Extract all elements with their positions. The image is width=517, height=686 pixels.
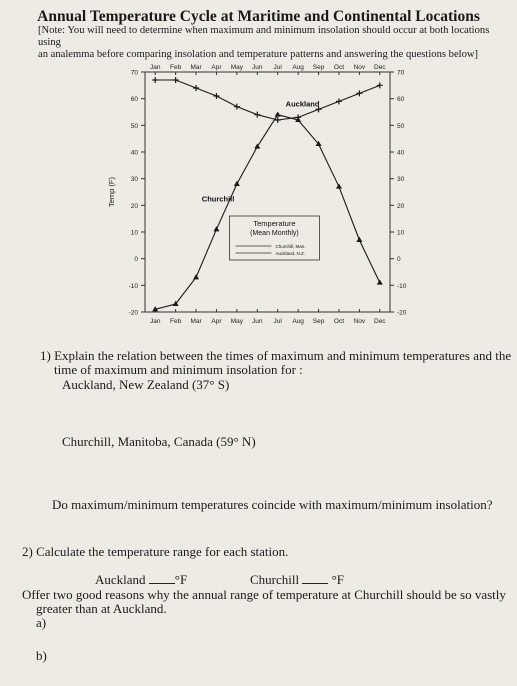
y-tick-label-right: 20 xyxy=(397,202,405,210)
data-point-churchill xyxy=(234,181,240,186)
x-tick-label-bottom: Nov xyxy=(353,318,366,325)
range-auckland-blank[interactable] xyxy=(149,573,175,584)
y-tick-label-left: 30 xyxy=(130,176,138,184)
y-tick-label-right: 30 xyxy=(397,176,405,184)
data-point-churchill xyxy=(213,226,219,231)
question-1-station-auckland: Auckland, New Zealand (37° S) xyxy=(62,377,230,392)
x-tick-label-bottom: Jun xyxy=(252,318,263,325)
x-tick-label-bottom: Jan xyxy=(149,318,161,325)
data-point-churchill xyxy=(275,111,281,116)
data-point-auckland xyxy=(152,77,158,83)
range-auckland-row xyxy=(95,572,187,587)
y-tick-label-right: 10 xyxy=(397,229,405,237)
x-tick-label-top: Sep xyxy=(312,64,325,71)
series-label-auckland: Auckland xyxy=(285,99,320,109)
x-tick-label-bottom: Apr xyxy=(211,318,222,325)
y-axis-label: Temp (F) xyxy=(107,177,116,207)
instructions-note xyxy=(38,25,508,61)
data-point-churchill xyxy=(193,274,199,279)
question-1-station-churchill: Churchill, Manitoba, Canada (59° N) xyxy=(62,434,256,449)
y-tick-label-left: 50 xyxy=(130,122,138,130)
question-1-line-1: 1) Explain the relation between the times of maximum and minimum temperatures and the xyxy=(40,348,512,363)
y-tick-label-left: 20 xyxy=(130,202,138,210)
x-tick-label-top: Dec xyxy=(374,64,386,71)
question-2-offer-line-2: greater than at Auckland. xyxy=(36,601,167,616)
x-tick-label-bottom: Oct xyxy=(333,318,345,325)
y-tick-label-left: -10 xyxy=(128,282,138,290)
x-tick-label-top: May xyxy=(230,64,244,71)
legend-entry-auckland: Auckland, N.Z. xyxy=(275,251,305,256)
range-churchill-label: Churchill xyxy=(250,572,300,587)
y-tick-label-right: 70 xyxy=(397,69,405,77)
y-tick-label-right: 0 xyxy=(397,256,401,264)
x-tick-label-top: Mar xyxy=(190,64,202,71)
y-tick-label-left: 70 xyxy=(130,69,138,77)
data-point-auckland xyxy=(193,85,199,91)
answer-b-label: b) xyxy=(36,648,47,663)
y-tick-label-right: 50 xyxy=(397,122,405,130)
range-churchill-row xyxy=(250,572,344,587)
x-tick-label-bottom: May xyxy=(230,318,244,325)
x-tick-label-bottom: Feb xyxy=(170,318,182,325)
series-line-auckland xyxy=(155,80,380,120)
y-tick-label-right: -20 xyxy=(397,309,407,317)
x-tick-label-bottom: Jul xyxy=(273,318,282,325)
x-tick-label-top: Apr xyxy=(211,64,222,71)
note-line-2: an analemma before comparing insolation and temperature patterns and answering the questions below] xyxy=(38,49,479,60)
x-tick-label-top: Jun xyxy=(252,64,263,71)
series-line-churchill xyxy=(155,115,380,310)
legend-title-line-1: Temperature xyxy=(253,219,296,228)
x-tick-label-bottom: Mar xyxy=(190,318,202,325)
data-point-churchill xyxy=(356,237,362,242)
question-1-line-2: time of maximum and minimum insolation for : xyxy=(54,362,303,377)
y-tick-label-left: 0 xyxy=(134,256,138,264)
data-point-auckland xyxy=(377,82,383,88)
y-tick-label-right: -10 xyxy=(397,282,407,290)
data-point-auckland xyxy=(213,93,219,99)
data-point-auckland xyxy=(254,112,260,118)
y-tick-label-left: 10 xyxy=(130,229,138,237)
x-tick-label-top: Jul xyxy=(273,64,282,71)
note-line-1: [Note: You will need to determine when maximum and minimum insolation should occur at both locations using xyxy=(38,25,490,48)
x-tick-label-top: Nov xyxy=(353,64,366,71)
data-point-churchill xyxy=(336,183,342,188)
answer-a-label: a) xyxy=(36,615,47,630)
y-tick-label-right: 60 xyxy=(397,96,405,104)
data-point-auckland xyxy=(173,77,179,83)
x-tick-label-top: Oct xyxy=(333,64,345,71)
question-1-coincide: Do maximum/minimum temperatures coincide with maximum/minimum insolation? xyxy=(52,497,493,512)
x-tick-label-bottom: Aug xyxy=(292,318,304,325)
question-2-offer-line-1: Offer two good reasons why the annual range of temperature at Churchill should be so vastly xyxy=(22,587,506,602)
x-tick-label-bottom: Sep xyxy=(312,318,325,325)
range-auckland-label: Auckland xyxy=(95,572,146,587)
x-tick-label-top: Feb xyxy=(170,64,182,71)
data-point-churchill xyxy=(377,279,383,284)
plot-frame xyxy=(145,72,390,312)
legend-entry-churchill: Churchill, Man. xyxy=(275,244,306,249)
legend-title-line-2: (Mean Monthly) xyxy=(250,230,299,237)
y-tick-label-right: 40 xyxy=(397,149,405,157)
data-point-auckland xyxy=(336,98,342,104)
question-2: 2) Calculate the temperature range for each station. xyxy=(22,544,289,559)
y-tick-label-left: 40 xyxy=(130,149,138,157)
x-tick-label-top: Aug xyxy=(292,64,304,71)
x-tick-label-top: Jan xyxy=(149,64,161,71)
page-title: Annual Temperature Cycle at Maritime and Continental Locations xyxy=(37,8,480,25)
data-point-auckland xyxy=(356,90,362,96)
temperature-chart xyxy=(100,58,430,333)
series-label-churchill: Churchill xyxy=(201,194,235,204)
range-churchill-blank[interactable] xyxy=(302,573,328,584)
range-auckland-unit: °F xyxy=(174,572,188,587)
x-tick-label-bottom: Dec xyxy=(374,318,386,325)
range-churchill-unit: °F xyxy=(331,572,345,587)
y-tick-label-left: 60 xyxy=(130,96,138,104)
y-tick-label-left: -20 xyxy=(128,309,138,317)
data-point-auckland xyxy=(234,104,240,110)
